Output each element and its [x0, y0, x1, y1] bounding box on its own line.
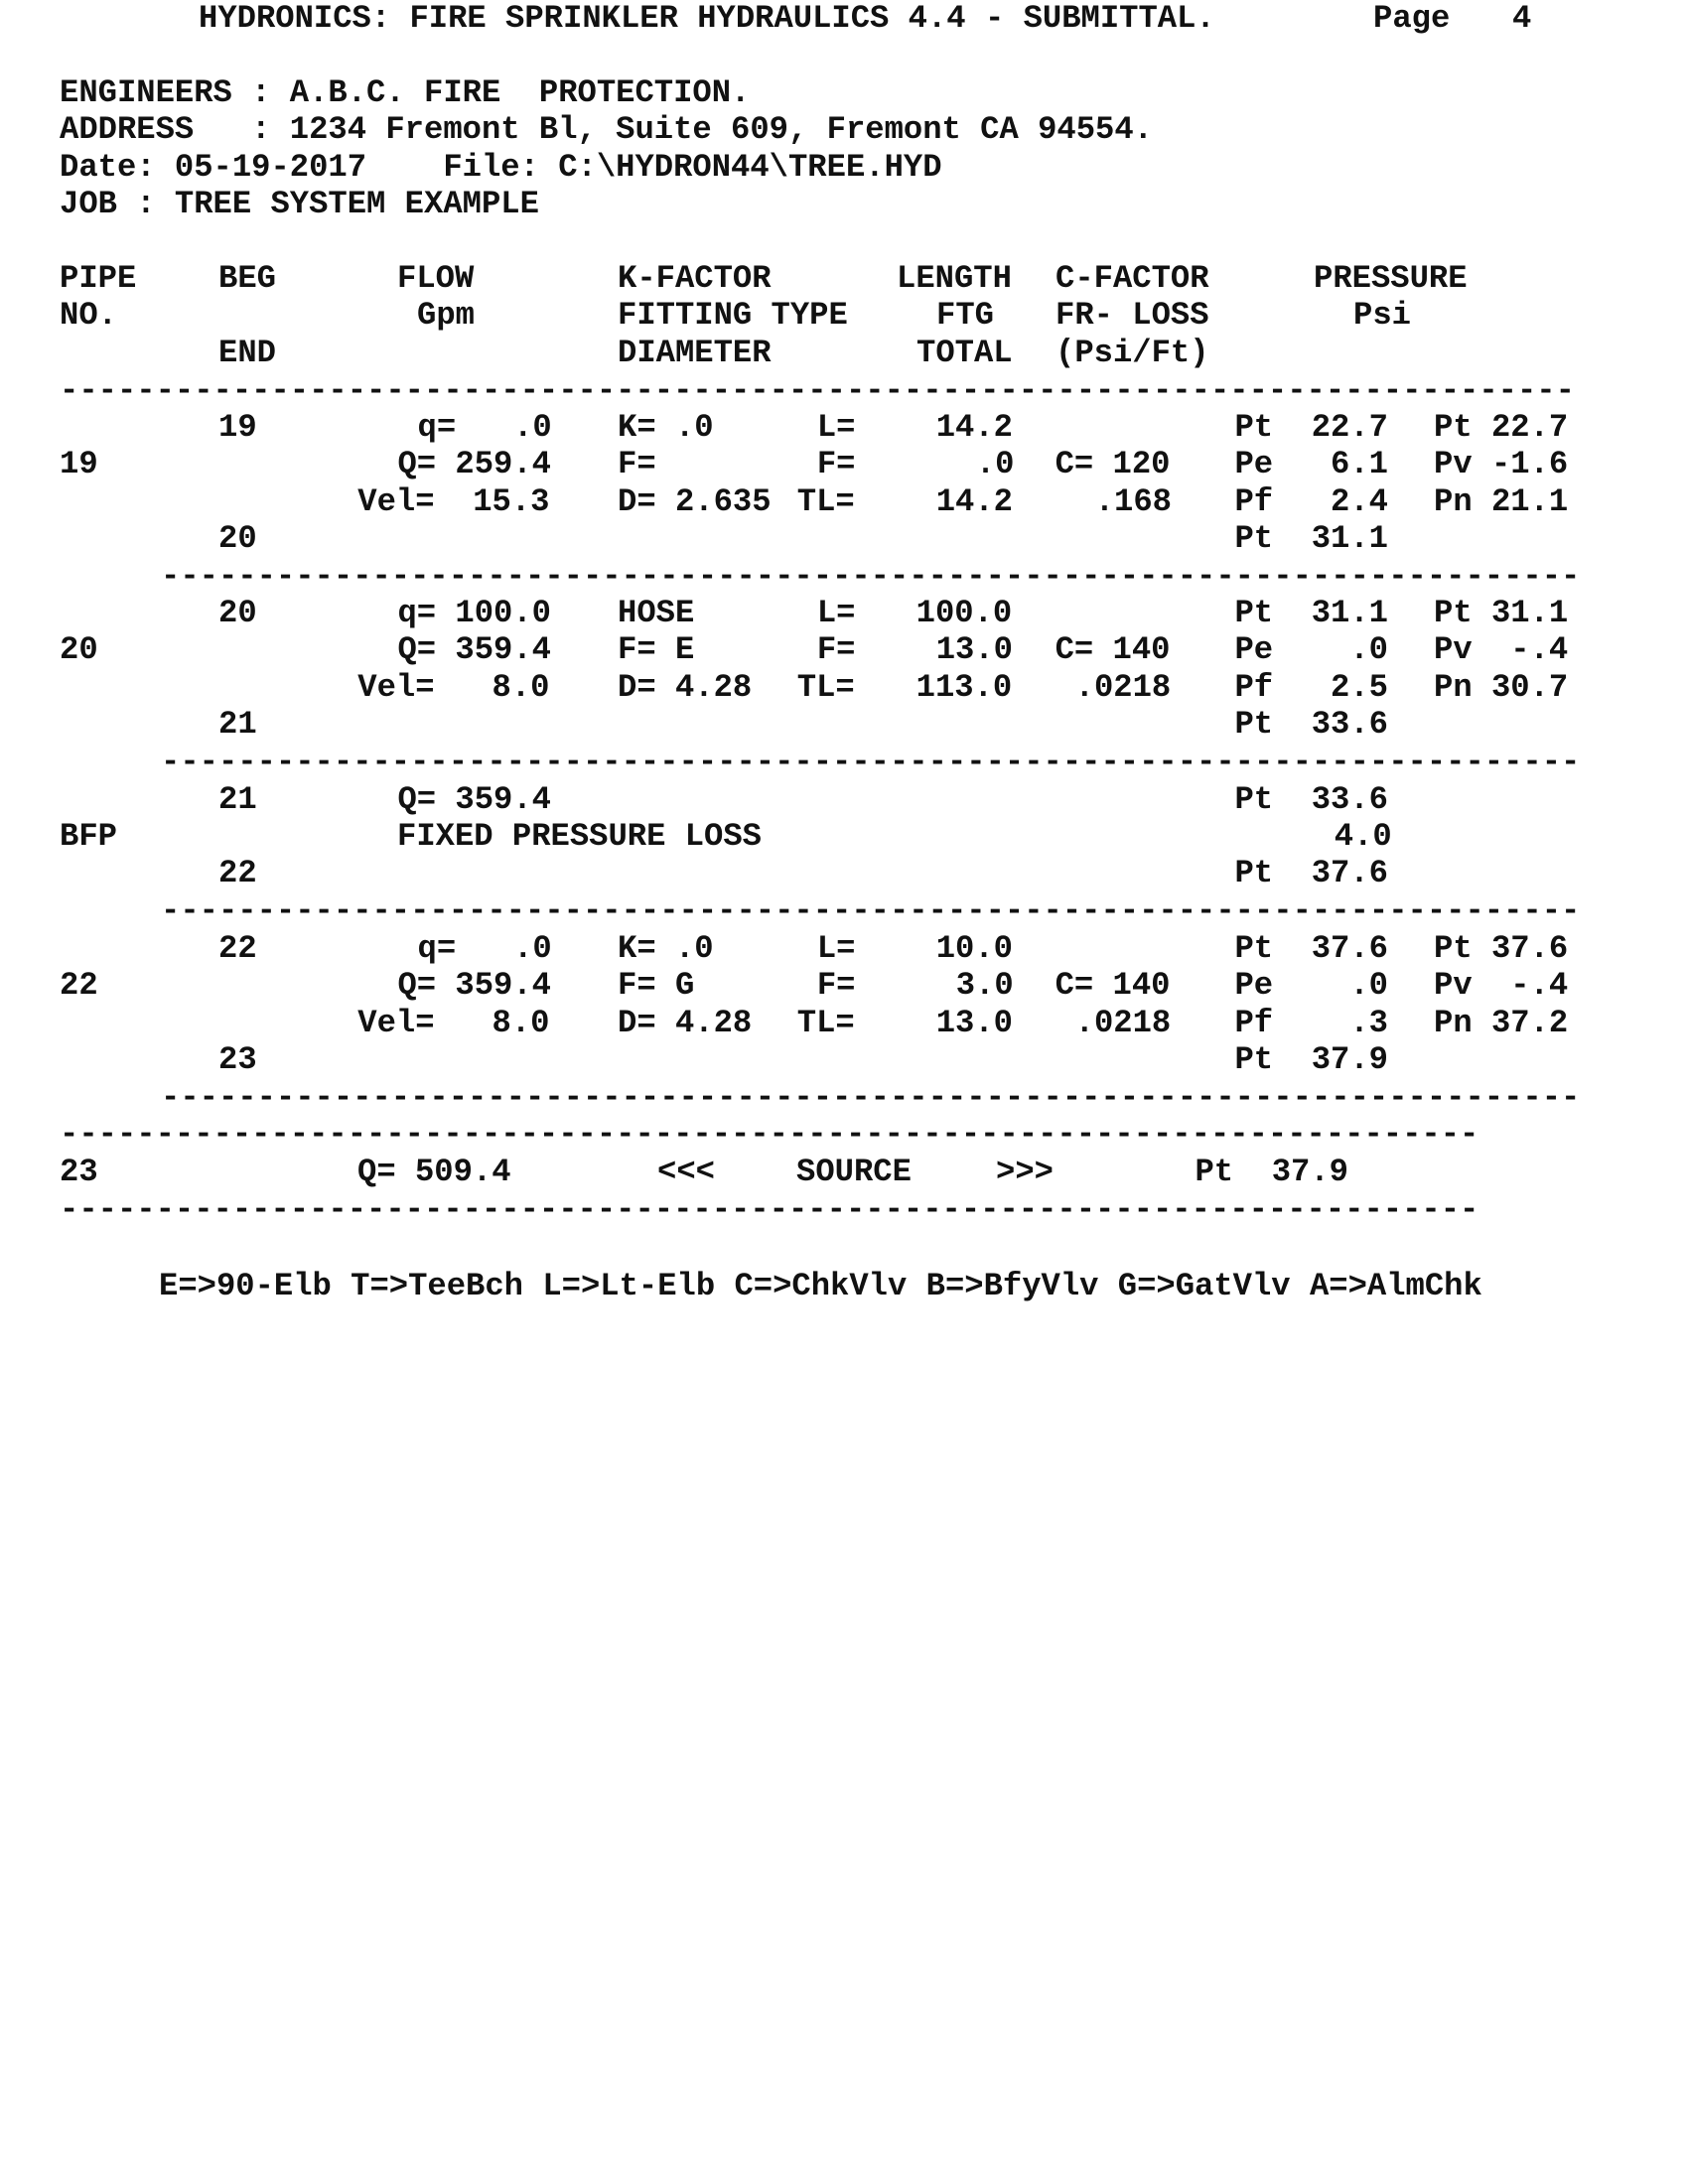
- length-label: F=: [816, 446, 856, 482]
- cfactor-friction-loss: C= 120: [1055, 446, 1171, 482]
- node-number: 21: [218, 706, 257, 743]
- column-header: LENGTH: [897, 260, 1012, 297]
- pressure-value: Pf 2.5: [1234, 669, 1388, 706]
- column-header: PRESSURE: [1314, 260, 1468, 297]
- pipe-number: BFP: [60, 818, 117, 855]
- length-value: 13.0: [935, 631, 1013, 668]
- length-label: TL=: [796, 669, 855, 706]
- section-rule: --------------------------------------------------------------------------: [161, 892, 1581, 929]
- kfactor-fitting-diameter: K= .0: [618, 930, 714, 967]
- kfactor-fitting-diameter: HOSE: [618, 595, 695, 631]
- length-label: F=: [816, 967, 856, 1004]
- pipe-number: 22: [60, 967, 98, 1004]
- job-line: JOB : TREE SYSTEM EXAMPLE: [60, 186, 539, 222]
- column-header: BEG: [218, 260, 276, 297]
- node-number: 22: [218, 930, 257, 967]
- column-header: PIPE: [60, 260, 137, 297]
- length-label: L=: [816, 930, 856, 967]
- source-cell: 23: [60, 1154, 98, 1190]
- kfactor-fitting-diameter: F= G: [618, 967, 695, 1004]
- flow-value: Q= 359.4: [397, 967, 551, 1004]
- cfactor-friction-loss: C= 140: [1055, 967, 1171, 1004]
- pressure-value: Pf 2.4: [1234, 483, 1388, 520]
- pressure-summary: Pt 31.1: [1434, 595, 1569, 631]
- kfactor-fitting-diameter: D= 4.28: [618, 1005, 753, 1041]
- length-label: TL=: [796, 1005, 855, 1041]
- source-cell: SOURCE: [796, 1154, 912, 1190]
- column-header: K-FACTOR: [618, 260, 772, 297]
- length-value: 10.0: [935, 930, 1013, 967]
- flow-value: Q= 359.4: [397, 781, 551, 818]
- column-header: Psi: [1353, 297, 1411, 334]
- section-rule: --------------------------------------------------------------------------: [161, 558, 1581, 595]
- length-label: TL=: [796, 483, 855, 520]
- length-label: L=: [816, 409, 856, 446]
- pressure-summary: Pv -.4: [1434, 631, 1569, 668]
- pressure-value: Pt 37.6: [1234, 855, 1388, 891]
- pipe-number: 19: [60, 446, 98, 482]
- cfactor-friction-loss: C= 140: [1055, 631, 1171, 668]
- pressure-value: Pe 6.1: [1234, 446, 1388, 482]
- fitting-legend: E=>90-Elb T=>TeeBch L=>Lt-Elb C=>ChkVlv B=>BfyVlv G=>GatVlv A=>AlmChk: [159, 1268, 1482, 1304]
- length-value: 14.2: [935, 409, 1013, 446]
- pressure-value: Pt 31.1: [1234, 595, 1388, 631]
- length-value: 3.0: [955, 967, 1014, 1004]
- flow-value: Q= 259.4: [397, 446, 551, 482]
- pressure-value: Pt 33.6: [1234, 706, 1388, 743]
- pipe-number: 20: [60, 631, 98, 668]
- pressure-value: Pt 37.6: [1234, 930, 1388, 967]
- column-header: END: [218, 335, 276, 371]
- column-header: FR- LOSS: [1055, 297, 1209, 334]
- pressure-value: Pt 22.7: [1234, 409, 1388, 446]
- fixed-loss-label: FIXED PRESSURE LOSS: [397, 818, 762, 855]
- pressure-summary: Pv -1.6: [1434, 446, 1569, 482]
- column-header: FTG: [936, 297, 994, 334]
- length-value: 100.0: [915, 595, 1013, 631]
- node-number: 19: [218, 409, 257, 446]
- page-number: 4: [1512, 0, 1532, 37]
- node-number: 20: [218, 520, 257, 557]
- pressure-summary: Pv -.4: [1434, 967, 1569, 1004]
- pressure-summary: Pn 21.1: [1434, 483, 1569, 520]
- pressure-summary: Pn 37.2: [1434, 1005, 1569, 1041]
- node-number: 23: [218, 1041, 257, 1078]
- flow-value: q= 100.0: [397, 595, 551, 631]
- page-label: Page: [1373, 0, 1451, 37]
- pressure-value: 4.0: [1334, 818, 1392, 855]
- velocity-value: Vel= 8.0: [357, 669, 550, 706]
- source-rule-top: --------------------------------------------------------------------------: [60, 1116, 1479, 1153]
- section-rule: --------------------------------------------------------------------------: [161, 1079, 1581, 1116]
- column-header: TOTAL: [916, 335, 1013, 371]
- address-line: ADDRESS : 1234 Fremont Bl, Suite 609, Fremont CA 94554.: [60, 111, 1153, 148]
- column-header: FLOW: [397, 260, 475, 297]
- pressure-summary: Pt 22.7: [1434, 409, 1569, 446]
- pressure-value: Pt 37.9: [1234, 1041, 1388, 1078]
- kfactor-fitting-diameter: D= 4.28: [618, 669, 753, 706]
- length-value: .0: [975, 446, 1015, 482]
- kfactor-fitting-diameter: F=: [618, 446, 656, 482]
- column-header: Gpm: [417, 297, 475, 334]
- flow-value: q= .0: [417, 409, 552, 446]
- length-label: L=: [816, 595, 856, 631]
- pressure-summary: Pn 30.7: [1434, 669, 1569, 706]
- length-label: F=: [816, 631, 856, 668]
- pressure-summary: Pt 37.6: [1434, 930, 1569, 967]
- cfactor-friction-loss: .0218: [1074, 669, 1172, 706]
- column-header: (Psi/Ft): [1055, 335, 1209, 371]
- length-value: 14.2: [935, 483, 1013, 520]
- column-header: NO.: [60, 297, 117, 334]
- velocity-value: Vel= 8.0: [357, 1005, 550, 1041]
- pressure-value: Pt 31.1: [1234, 520, 1388, 557]
- column-header: C-FACTOR: [1055, 260, 1209, 297]
- section-rule: --------------------------------------------------------------------------: [161, 744, 1581, 780]
- source-cell: <<<: [657, 1154, 715, 1190]
- velocity-value: Vel= 15.3: [357, 483, 550, 520]
- pressure-value: Pf .3: [1234, 1005, 1388, 1041]
- node-number: 21: [218, 781, 257, 818]
- length-value: 13.0: [935, 1005, 1013, 1041]
- kfactor-fitting-diameter: F= E: [618, 631, 695, 668]
- pressure-value: Pe .0: [1234, 967, 1388, 1004]
- node-number: 22: [218, 855, 257, 891]
- source-cell: >>>: [996, 1154, 1054, 1190]
- kfactor-fitting-diameter: D= 2.635: [618, 483, 772, 520]
- column-header: DIAMETER: [618, 335, 772, 371]
- header-rule: -------------------------------------------------------------------------------: [60, 372, 1575, 409]
- node-number: 20: [218, 595, 257, 631]
- flow-value: Q= 359.4: [397, 631, 551, 668]
- cfactor-friction-loss: .0218: [1074, 1005, 1172, 1041]
- engineers-line: ENGINEERS : A.B.C. FIRE PROTECTION.: [60, 74, 751, 111]
- date-file-line: Date: 05-19-2017 File: C:\HYDRON44\TREE.HYD: [60, 149, 942, 186]
- flow-value: q= .0: [417, 930, 552, 967]
- cfactor-friction-loss: .168: [1094, 483, 1172, 520]
- pressure-value: Pe .0: [1234, 631, 1388, 668]
- kfactor-fitting-diameter: K= .0: [618, 409, 714, 446]
- source-pressure: Pt 37.9: [1195, 1154, 1348, 1190]
- report-title: HYDRONICS: FIRE SPRINKLER HYDRAULICS 4.4 - SUBMITTAL.: [199, 0, 1215, 37]
- pressure-value: Pt 33.6: [1234, 781, 1388, 818]
- source-rule-bottom: --------------------------------------------------------------------------: [60, 1191, 1479, 1228]
- column-header: FITTING TYPE: [618, 297, 848, 334]
- source-cell: Q= 509.4: [357, 1154, 511, 1190]
- length-value: 113.0: [915, 669, 1013, 706]
